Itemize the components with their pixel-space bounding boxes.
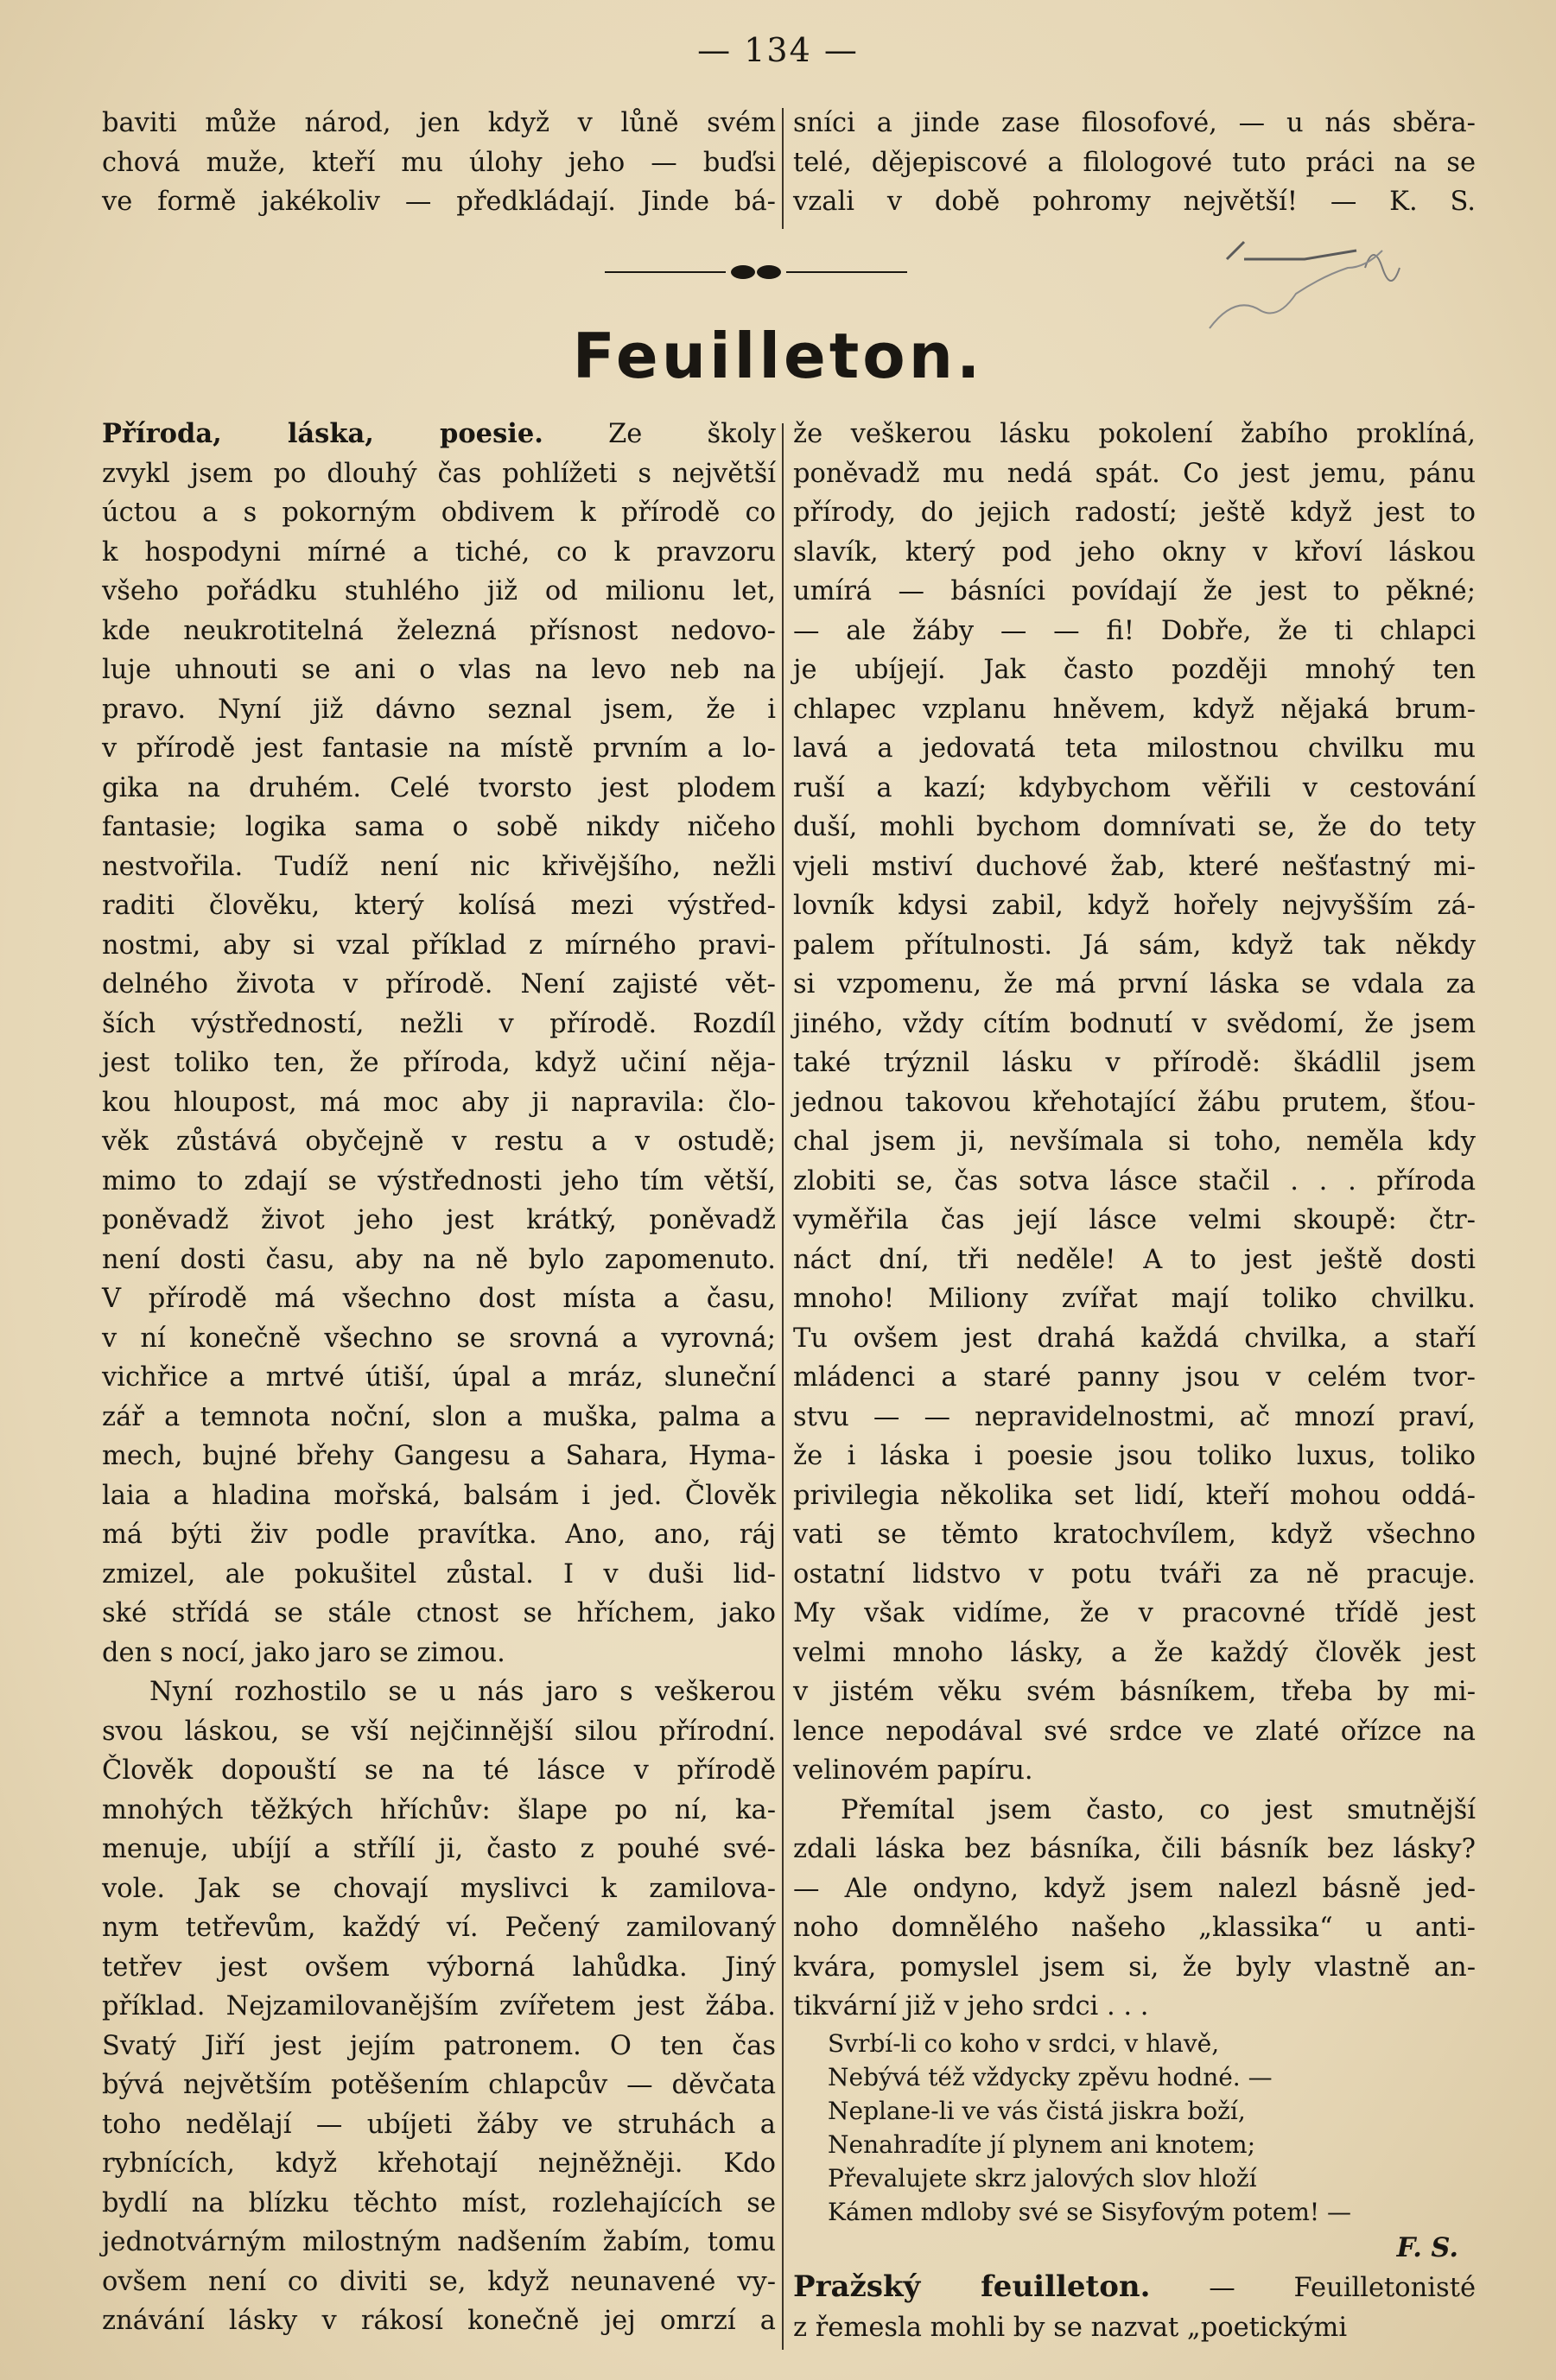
text-line: kvára, pomyslel jsem si, že byly vlastně an- <box>793 1952 1476 1983</box>
poem-line: Kámen mdloby své se Sisyfovým potem! — <box>828 2197 1352 2226</box>
text-line: kou hloupost, má moc aby ji napravila: člo- <box>102 1087 776 1118</box>
text-line: je ubíjejí. Jak často později mnohý ten <box>793 655 1476 685</box>
text-line: přírody, do jejich radostí; ještě když jest to <box>793 498 1476 528</box>
text-line: mimo to zdají se výstřednosti jeho tím větší, <box>102 1165 776 1196</box>
text-line: — ale žáby — — fi! Dobře, že ti chlapci <box>793 615 1476 646</box>
top-right-column <box>793 104 1476 222</box>
text-line: V přírodě má všechno dost místa a času, <box>102 1284 776 1314</box>
text-line: chal jsem ji, nevšímala si toho, neměla kdy <box>793 1127 1476 1157</box>
text-line: tetřev jest ovšem výborná lahůdka. Jiný <box>102 1952 776 1983</box>
main-column-divider <box>782 423 784 2350</box>
text-line: ostatní lidstvo v potu tváři za ně pracuje. <box>793 1558 1476 1590</box>
poem-line: Svrbí-li co koho v srdci, v hlavě, <box>828 2028 1220 2058</box>
text-line: zdali láska bez básníka, čili básník bez lásky? <box>793 1834 1476 1864</box>
text-line: slavík, který pod jeho okny v křoví láskou <box>793 536 1476 568</box>
poem-line: Neplane-li ve vás čistá jiskra boží, <box>828 2096 1246 2125</box>
text-line: náct dní, tři neděle! A to jest ještě dosti <box>793 1244 1476 1275</box>
poem-line: Nebývá též vždycky zpěvu hodné. — <box>828 2062 1273 2091</box>
text-line: Nyní rozhostilo se u nás jaro s veškerou <box>149 1677 776 1707</box>
text-line: všeho pořádku stuhlého již od milionu let, <box>102 576 776 606</box>
text-line: zlobiti se, čas sotva lásce stačil . . . příroda <box>793 1165 1476 1196</box>
text-line: v přírodě jest fantasie na místě prvním a lo- <box>102 733 776 764</box>
page-number: — 134 — <box>697 31 859 69</box>
text-line: vole. Jak se chovají myslivci k zamilova- <box>102 1873 776 1904</box>
text-line: poněvadž život jeho jest krátký, poněvadž <box>102 1205 776 1235</box>
text-line: zář a temnota noční, slon a muška, palma a <box>102 1401 776 1432</box>
text-line: Člověk dopouští se na té lásce v přírodě <box>102 1755 776 1786</box>
text-line: den s nocí, jako jaro se zimou. <box>102 1637 505 1668</box>
text-line: Tu ovšem jest drahá každá chvilka, a staří <box>793 1323 1476 1354</box>
text-line: v ní konečně všechno se srovná a vyrovná; <box>102 1323 776 1354</box>
text-line: zvykl jsem po dlouhý čas pohlížeti s největší <box>102 458 776 489</box>
text-line: — Ale ondyno, když jsem nalezl básně jed- <box>793 1873 1476 1904</box>
text-line: laia a hladina mořská, balsám i jed. Člověk <box>102 1480 776 1511</box>
text-line: ské střídá se stále ctnost se hříchem, jako <box>102 1598 776 1628</box>
text-line: v jistém věku svém básníkem, třeba by mi- <box>793 1677 1476 1707</box>
text-line: telé, dějepiscové a filologové tuto práci na se <box>793 147 1476 178</box>
top-column-divider <box>782 108 784 229</box>
text-line: vyměřila čas její lásce velmi skoupě: čtr- <box>793 1205 1476 1235</box>
text-line: delného života v přírodě. Není zajisté vět- <box>102 969 776 1000</box>
text-line: gika na druhém. Celé tvorsto jest plodem <box>102 772 776 803</box>
pragersky-feuilleton-line <box>793 2268 1476 2308</box>
article-first-line-text: Ze školy <box>608 419 776 449</box>
text-line: nym tetřevům, každý ví. Pečený zamilovaný <box>102 1913 776 1943</box>
main-left-column <box>102 415 776 2341</box>
text-line: mech, bujné břehy Gangesu a Sahara, Hyma- <box>102 1441 776 1471</box>
text-line: sníci a jinde zase filosofové, — u nás sběra- <box>793 108 1476 138</box>
text-line: ruší a kazí; kdybychom věřili v cestování <box>793 772 1476 803</box>
text-line: velinovém papíru. <box>793 1755 1033 1786</box>
text-line: zmizel, ale pokušitel zůstal. I v duši lid- <box>102 1558 776 1590</box>
text-line: vjeli mstiví duchové žab, které nešťastný mi- <box>793 851 1476 882</box>
text-line: mládenci a staré panny jsou v celém tvor- <box>793 1362 1476 1393</box>
text-line: baviti může národ, jen když v lůně svém <box>102 108 776 138</box>
text-line: tikvární již v jeho srdci . . . <box>793 1991 1149 2021</box>
text-line: věk zůstává obyčejně v restu a v ostudě; <box>102 1127 776 1157</box>
text-line: lence nepodával své srdce ve zlaté ořízce na <box>793 1716 1476 1747</box>
text-line: úctou a s pokorným obdivem k přírodě co <box>102 498 776 528</box>
text-line: vichřice a mrtvé útiší, úpal a mráz, sluneční <box>102 1362 776 1393</box>
text-line: lovník kdysi zabil, když hořely nejvyšším zá- <box>793 891 1476 921</box>
text-line: bývá největším potěšením chlapcův — děvčata <box>102 2070 776 2100</box>
text-line: umírá — básníci povídají že jest to pěkné; <box>793 576 1476 606</box>
text-line: že veškerou lásku pokolení žabího proklíná, <box>793 419 1476 449</box>
text-line: svou láskou, se vší nejčinnější silou přírodní. <box>102 1716 776 1747</box>
prague-feuilleton-text: — Feuilletonisté <box>1209 2273 1477 2303</box>
text-line: si vzpomenu, že má první láska se vdala za <box>793 969 1476 1000</box>
text-line: k hospodyni mírné a tiché, co k pravzoru <box>102 536 776 568</box>
text-line: stvu — — nepravidelnostmi, ač mnozí praví, <box>793 1401 1476 1432</box>
text-line: fantasie; logika sama o sobě nikdy ničeho <box>102 812 776 842</box>
text-line: jiného, vždy cítím bodnutí v svědomí, že jsem <box>793 1008 1476 1039</box>
text-line: My však vidíme, že v pracovné třídě jest <box>793 1598 1476 1628</box>
prague-feuilleton-heading: Pražský feuilleton. <box>793 2269 1151 2304</box>
text-line: duší, mohli bychom domnívati se, že do tety <box>793 812 1476 842</box>
article-first-line <box>102 415 776 454</box>
text-line: chová muže, kteří mu úlohy jeho — buďsi <box>102 147 776 178</box>
text-line: raditi člověku, který kolísá mezi výstřed- <box>102 891 776 921</box>
text-line: nostmi, aby si vzal příklad z mírného pravi- <box>102 930 776 961</box>
text-line: vzali v době pohromy největší! — K. S. <box>793 187 1476 217</box>
text-line: mnohých těžkých hříchův: šlape po ní, ka- <box>102 1794 776 1825</box>
text-line: má býti živ podle pravítka. Ano, ano, ráj <box>102 1520 776 1550</box>
text-line: není dosti času, aby na ně bylo zapomenuto. <box>102 1244 776 1275</box>
text-line: toho nedělají — ubíjeti žáby ve struhách a <box>102 2109 776 2140</box>
main-right-column <box>793 415 1476 2347</box>
text-line: příklad. Nejzamilovanějším zvířetem jest žába. <box>102 1991 776 2021</box>
top-left-column <box>102 104 776 222</box>
text-line: palem přítulnosti. Já sám, když tak někdy <box>793 930 1476 961</box>
text-line: noho domnělého našeho „klassika“ u anti- <box>793 1913 1476 1943</box>
text-line: ve formě jakékoliv — předkládají. Jinde bá- <box>102 187 776 217</box>
text-line: že i láska i poesie jsou toliko luxus, toliko <box>793 1441 1476 1471</box>
feuilleton-title: Feuilleton. <box>572 320 984 392</box>
text-line: bydlí na blízku těchto míst, rozlehajících se <box>102 2187 776 2218</box>
text-line: také trýznil lásku v přírodě: škádlil jsem <box>793 1048 1476 1078</box>
text-line: ovšem není co diviti se, když neunavené vy- <box>102 2266 776 2297</box>
text-line: luje uhnouti se ani o vlas na levo neb na <box>102 655 776 685</box>
text-line: vati se těmto kratochvílem, když všechno <box>793 1520 1476 1550</box>
text-line: chlapec vzplanu hněvem, když nějaká brum- <box>793 694 1476 725</box>
poem-line: Převalujete skrz jalových slov hloží <box>828 2163 1257 2193</box>
text-line: Svatý Jiří jest jejím patronem. O ten čas <box>102 2030 776 2061</box>
text-line: jednotvárným milostným nadšením žabím, tomu <box>102 2227 776 2257</box>
poem <box>793 2027 1476 2229</box>
text-line: lavá a jedovatá teta milostnou chvilku mu <box>793 733 1476 764</box>
poem-signature: F. S. <box>1396 2231 1458 2263</box>
poem-line: Nenahradíte jí plynem ani knotem; <box>828 2129 1256 2159</box>
ornament-divider <box>605 259 907 285</box>
article-heading: Příroda, láska, poesie. <box>102 418 543 449</box>
text-line: znávání lásky v rákosí konečně jej omrzí a <box>102 2306 776 2336</box>
text-line: kde neukrotitelná železná přísnost nedovo- <box>102 615 776 646</box>
text-line: Přemítal jsem často, co jest smutnější <box>841 1794 1476 1825</box>
text-line: nestvořila. Tudíž není nic křivějšího, nežli <box>102 851 776 882</box>
final-line: z řemesla mohli by se nazvat „poetickými <box>793 2312 1348 2343</box>
text-line: privilegia několika set lidí, kteří mohou oddá- <box>793 1480 1476 1511</box>
text-line: poněvadž mu nedá spát. Co jest jemu, pánu <box>793 458 1476 489</box>
text-line: velmi mnoho lásky, a že každý člověk jest <box>793 1637 1476 1668</box>
text-line: rybnících, když křehotají nejněžněji. Kdo <box>102 2148 776 2179</box>
text-line: menuje, ubíjí a střílí ji, často z pouhé své- <box>102 1834 776 1864</box>
text-line: jest toliko ten, že příroda, když učiní něja- <box>102 1048 776 1078</box>
text-line: jednou takovou křehotající žábu prutem, šťou- <box>793 1087 1476 1118</box>
text-line: ších výstředností, nežli v přírodě. Rozdíl <box>102 1008 776 1039</box>
text-line: mnoho! Miliony zvířat mají toliko chvilku. <box>793 1284 1476 1314</box>
text-line: pravo. Nyní již dávno seznal jsem, že i <box>102 694 776 725</box>
